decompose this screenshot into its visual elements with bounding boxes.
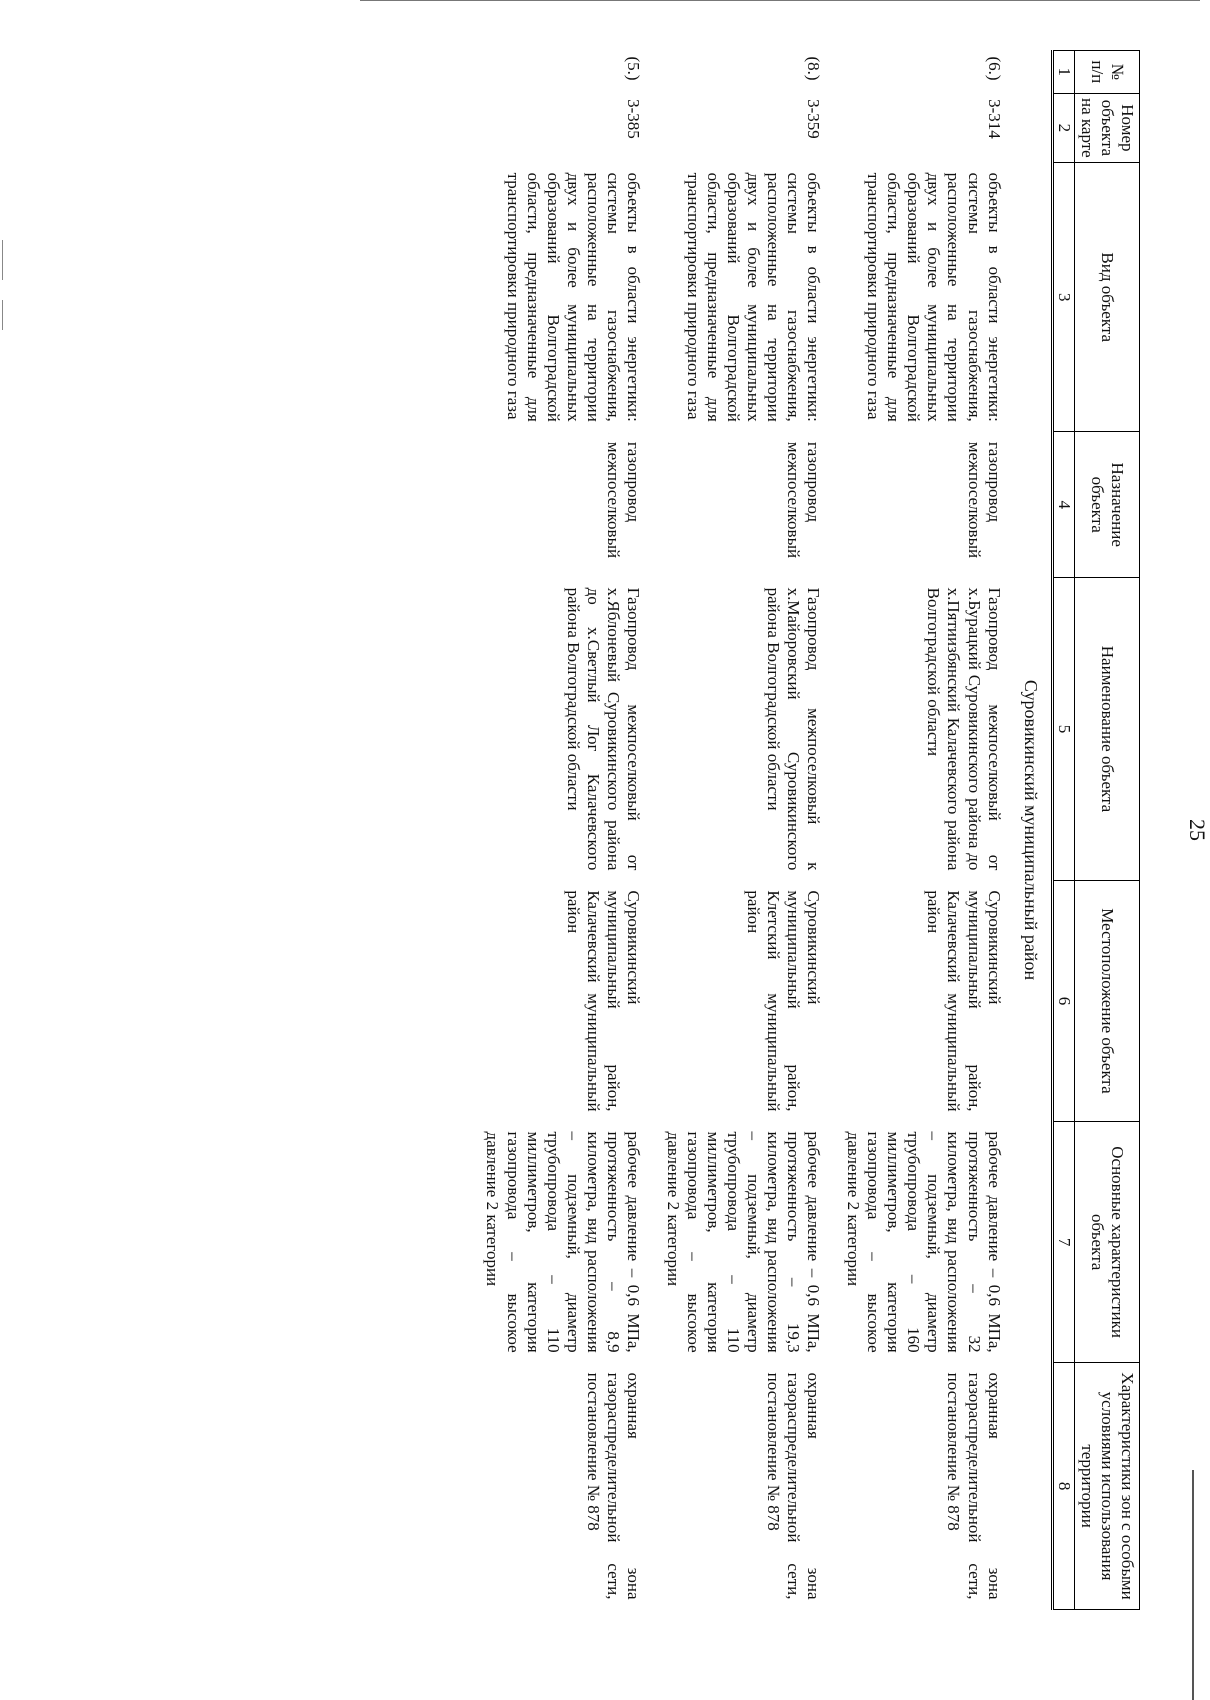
header-row [1074, 51, 1139, 1610]
scan-top-edge [360, 0, 1200, 1]
section-title: Суровикинский муниципальный район [1020, 679, 1041, 981]
rotated-page [130, 50, 1210, 1610]
object-location: Суровикинский муниципальный район, Калачевский муниципальный район [563, 890, 643, 1112]
object-purpose: газопровод межпоселковый [603, 441, 643, 559]
zone-characteristics: охранная зона газораспределительной сети, постановление № 878 [764, 1372, 824, 1600]
object-characteristics: рабочее давление – 0,6 МПа, протяженность – 32 километра, вид расположения – подземный, диаметр трубопровода – 160 миллиметров, категория газопровода – высокое давление 2 категории [844, 1131, 1004, 1353]
section-row [1018, 51, 1053, 1610]
column-number: 3 [1052, 163, 1074, 432]
object-name: Газопровод межпоселковый от х.Бурацкий Суровикинского района до х.Пятиизбянский Калачевского района Волгоградской области [924, 587, 1004, 871]
header-cell: Вид объекта [1074, 163, 1139, 432]
object-location: Суровикинский муниципальный район, Калачевский муниципальный район [924, 890, 1004, 1112]
zone-characteristics: охранная зона газораспределительной сети, постановление № 878 [944, 1372, 1004, 1600]
zone-characteristics: охранная зона газораспределительной сети, постановление № 878 [583, 1372, 643, 1600]
table-row [657, 51, 837, 1610]
page-number: 25 [1185, 819, 1210, 841]
map-number: 3-314 [984, 99, 1004, 139]
row-number: (8.) [804, 56, 824, 81]
object-purpose: газопровод межпоселковый [784, 441, 824, 559]
table-row [476, 51, 656, 1610]
column-number: 2 [1052, 93, 1074, 163]
map-number: 3-385 [623, 99, 643, 139]
header-cell: № п/п [1074, 51, 1139, 94]
header-cell: Наименование объекта [1074, 578, 1139, 881]
header-cell: Местоположение объекта [1074, 880, 1139, 1121]
header-cell: Номер объекта на карте [1074, 93, 1139, 163]
row-number: (6.) [984, 56, 1004, 81]
column-number: 6 [1052, 880, 1074, 1121]
column-number-row [1052, 51, 1074, 1610]
column-number: 7 [1052, 1122, 1074, 1363]
object-kind: объекты в области энергетики: системы газоснабжения, расположенные на территории двух и более муниципальных образований Волгоградской области, предназначенные для транспортировки природного газа [683, 172, 824, 422]
object-location: Суровикинский муниципальный район, Клетский муниципальный район [744, 890, 824, 1112]
header-cell: Характеристики зон с особыми условиями использования территории [1074, 1363, 1139, 1610]
object-kind: объекты в области энергетики: системы газоснабжения, расположенные на территории двух и более муниципальных образований Волгоградской области, предназначенные для транспортировки природного газа [864, 172, 1004, 422]
header-cell: Назначение объекта [1074, 432, 1139, 578]
scan-left-mark [2, 240, 3, 280]
column-number: 8 [1052, 1363, 1074, 1610]
row-number: (5.) [623, 56, 643, 81]
scan-left-mark [2, 300, 3, 330]
object-purpose: газопровод межпоселковый [964, 441, 1004, 559]
column-number: 5 [1052, 578, 1074, 881]
object-kind: объекты в области энергетики: системы газоснабжения, расположенные на территории двух и более муниципальных образований Волгоградской области, предназначенные для транспортировки природного газа [503, 172, 643, 422]
object-name: Газопровод межпоселковый к х.Майоровский Суровикинского района Волгоградской области [764, 587, 824, 871]
header-cell: Основные характеристики объекта [1074, 1122, 1139, 1363]
column-number: 4 [1052, 432, 1074, 578]
table-row [837, 51, 1017, 1610]
map-number: 3-359 [804, 99, 824, 139]
objects-table [476, 50, 1140, 1610]
object-characteristics: рабочее давление – 0,6 МПа, протяженность – 8,9 километра, вид расположения – подземный, диаметр трубопровода – 110 миллиметров, категория газопровода – высокое давление 2 категории [483, 1131, 643, 1353]
object-characteristics: рабочее давление – 0,6 МПа, протяженность – 19,3 километра, вид расположения – подземный, диаметр трубопровода – 110 миллиметров, категория газопровода – высокое давление 2 категории [663, 1131, 824, 1353]
object-name: Газопровод межпоселковый от х.Яблоневый Суровикинского района до х.Светлый Лог Калачевского района Волгоградской области [563, 587, 643, 871]
column-number: 1 [1052, 51, 1074, 94]
